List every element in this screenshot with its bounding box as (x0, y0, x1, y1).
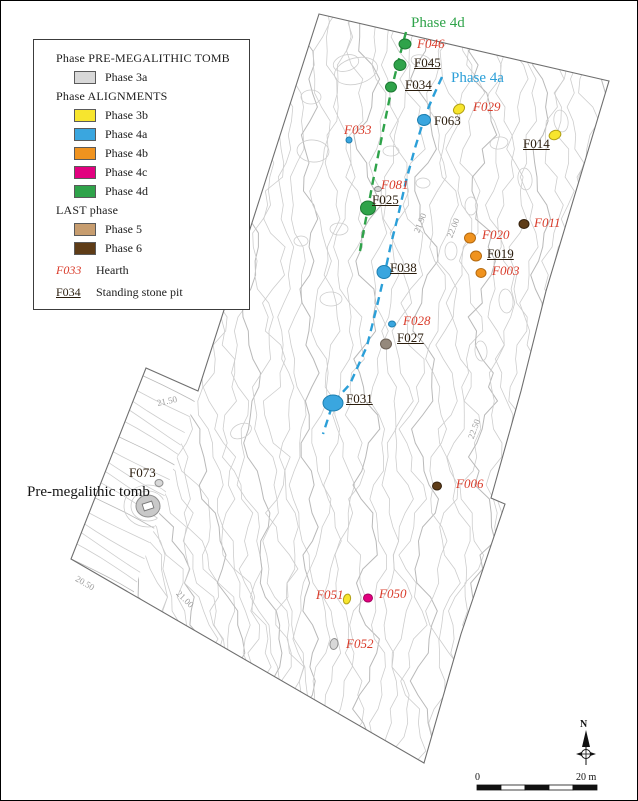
legend-note-code: F034 (56, 285, 81, 299)
legend-swatch (74, 147, 96, 160)
feature-label-f081: F081 (381, 177, 409, 192)
legend-swatch (74, 128, 96, 141)
feature-dot-f063 (418, 115, 431, 126)
feature-label-f027: F027 (397, 330, 424, 345)
feature-label-f063: F063 (434, 113, 461, 128)
feature-label-f029: F029 (473, 99, 501, 114)
feature-label-f038: F038 (390, 260, 417, 275)
legend-item-label: Phase 4a (105, 127, 148, 141)
feature-label-f025: F025 (372, 192, 399, 207)
feature-label-f006: F006 (456, 476, 484, 491)
legend-swatch (74, 185, 96, 198)
phase-4a-line-label: Phase 4a (451, 70, 504, 86)
legend-item-label: Phase 5 (105, 222, 142, 236)
feature-dot-f051 (342, 593, 351, 604)
feature-label-f014: F014 (523, 136, 550, 151)
feature-label-f033: F033 (344, 122, 372, 137)
legend-notes (46, 263, 243, 300)
contour-label-22-50: 22.50 (465, 417, 483, 441)
legend-swatch (74, 242, 96, 255)
feature-dot-f033 (346, 137, 352, 143)
feature-label-f031: F031 (346, 391, 373, 406)
feature-label-f028: F028 (403, 313, 431, 328)
legend-note-desc: Standing stone pit (96, 285, 183, 299)
feature-dot-f011 (519, 220, 529, 229)
feature-dot-f045 (394, 60, 406, 71)
feature-dot-f050 (364, 594, 373, 602)
legend-sections (46, 51, 243, 256)
feature-label-f045: F045 (414, 55, 441, 70)
north-arrow (576, 730, 596, 765)
legend-item-label: Phase 3a (105, 70, 148, 84)
feature-dot-f038 (377, 266, 391, 279)
legend-swatch (74, 109, 96, 122)
feature-dot-f046 (399, 39, 411, 49)
contour-label-20-50: 20.50 (73, 573, 97, 593)
feature-label-f073: F073 (129, 465, 156, 480)
legend-section-title: Phase ALIGNMENTS (56, 89, 168, 103)
legend-item-phase-4b (74, 146, 243, 161)
feature-dot-f019 (471, 251, 482, 261)
feature-label-f011: F011 (534, 215, 561, 230)
feature-label-f020: F020 (482, 227, 510, 242)
legend-item-phase-4a (74, 127, 243, 142)
legend-item-label: Phase 4b (105, 146, 148, 160)
legend-item-phase-4c (74, 165, 243, 180)
feature-label-f003: F003 (492, 263, 520, 278)
feature-dot-f028 (389, 321, 396, 327)
feature-dot-f073 (155, 480, 163, 487)
feature-dot-f020 (465, 233, 476, 243)
feature-dot-f034 (386, 82, 397, 92)
legend-swatch (74, 71, 96, 84)
feature-label-f034: F034 (405, 77, 432, 92)
contour-lines-annex (35, 345, 465, 721)
legend-item-label: Phase 3b (105, 108, 148, 122)
legend-item-phase-6 (74, 241, 243, 256)
legend (33, 39, 250, 310)
legend-section-title: Phase PRE-MEGALITHIC TOMB (56, 51, 230, 65)
legend-note-code: F033 (56, 263, 82, 277)
contour-label-21-50: 21.50 (156, 394, 178, 408)
feature-dot-f003 (476, 269, 486, 278)
legend-item-label: Phase 6 (105, 241, 142, 255)
feature-label-f046: F046 (417, 36, 445, 51)
scale-bar (477, 785, 597, 790)
legend-item-label: Phase 4c (105, 165, 148, 179)
legend-note-desc: Hearth (96, 263, 129, 277)
feature-dot-f052 (329, 638, 339, 650)
contour-label-22-00: 22.00 (444, 216, 462, 240)
contour-label-21-00: 21.00 (174, 588, 196, 610)
scalebar-max-label: 20 m (576, 772, 597, 783)
feature-dot-f027 (381, 339, 392, 349)
phase-4d-line-label: Phase 4d (411, 15, 465, 31)
feature-label-f051: F051 (316, 587, 344, 602)
legend-item-phase-5 (74, 222, 243, 237)
legend-item-phase-3a (74, 70, 243, 85)
feature-label-f052: F052 (346, 636, 374, 651)
scalebar-zero-label: 0 (475, 772, 480, 783)
feature-dot-f031 (323, 395, 343, 411)
legend-note-f034 (56, 285, 243, 300)
contour-label-21-90: 21.90 (411, 211, 429, 235)
feature-label-f019: F019 (487, 246, 514, 261)
legend-item-phase-4d (74, 184, 243, 199)
legend-note-f033 (56, 263, 243, 278)
feature-label-f050: F050 (379, 586, 407, 601)
north-label: N (580, 719, 588, 730)
legend-item-phase-3b (74, 108, 243, 123)
legend-item-label: Phase 4d (105, 184, 148, 198)
feature-dot-f006 (433, 482, 442, 490)
legend-swatch (74, 166, 96, 179)
legend-swatch (74, 223, 96, 236)
pre-megalithic-tomb-label: Pre-megalithic tomb (27, 484, 150, 500)
legend-section-title: LAST phase (56, 203, 119, 217)
